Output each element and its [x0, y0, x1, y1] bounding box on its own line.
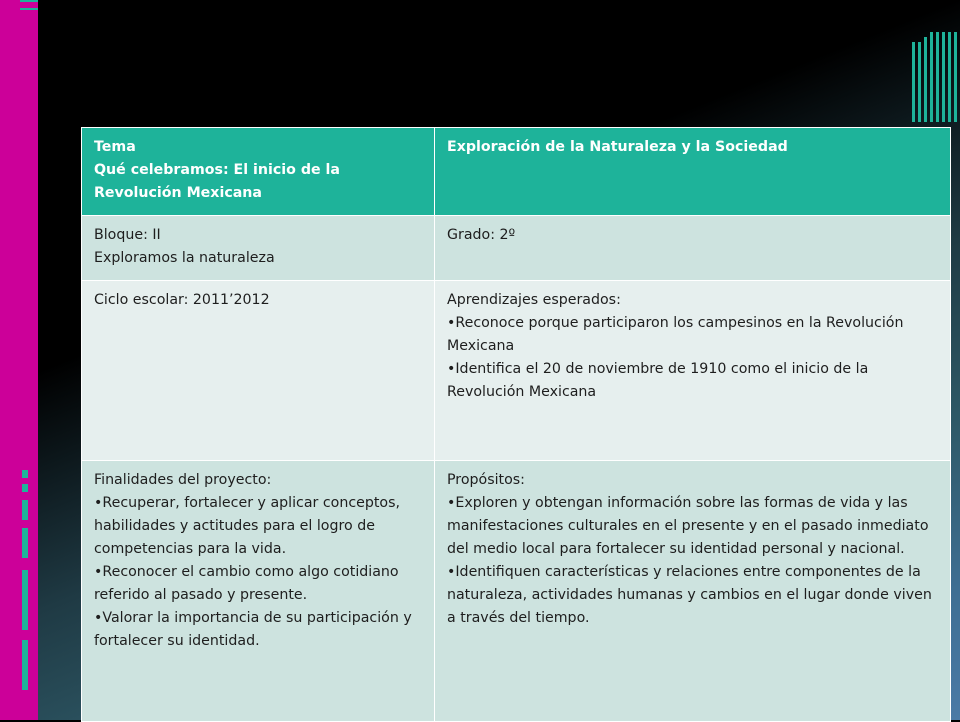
list-item: • Identifiquen características y relaciones entre componentes de la naturaleza, actividades humanas y cambios en el lugar donde viven a través del tiempo. [447, 561, 938, 630]
purposes-cell [435, 461, 951, 722]
purposes-title: Propósitos: [447, 472, 525, 488]
block-name: Exploramos la naturaleza [94, 250, 275, 266]
theme-title-line2: Revolución Mexicana [94, 185, 262, 201]
table-row [82, 216, 951, 281]
school-year-cell [82, 281, 435, 461]
project-goals-title: Finalidades del proyecto: [94, 472, 272, 488]
grade-cell [435, 216, 951, 281]
table-row [82, 281, 951, 461]
left-decoration [22, 470, 38, 700]
table-row [82, 461, 951, 722]
school-year: Ciclo escolar: 2011’2012 [94, 292, 270, 308]
top-decoration [20, 0, 80, 130]
project-goals-cell [82, 461, 435, 722]
list-item: • Reconocer el cambio como algo cotidiano referido al pasado y presente. [94, 561, 422, 607]
theme-title-line1: Qué celebramos: El inicio de la [94, 162, 340, 178]
expected-learning-cell [435, 281, 951, 461]
list-item: • Valorar la importancia de su participación y fortalecer su identidad. [94, 607, 422, 653]
list-item: • Exploren y obtengan información sobre las formas de vida y las manifestaciones culturales en el presente y en el pasado inmediato del medio local para fortalecer su identidad personal y nacional. [447, 492, 938, 561]
list-item: • Reconoce porque participaron los campesinos en la Revolución Mexicana [447, 312, 938, 358]
subject-title: Exploración de la Naturaleza y la Sociedad [447, 139, 788, 155]
table-header-row [82, 128, 951, 216]
theme-label: Tema [94, 139, 136, 155]
block-label: Bloque: II [94, 227, 161, 243]
subject-cell [435, 128, 951, 216]
list-item: • Recuperar, fortalecer y aplicar conceptos, habilidades y actitudes para el logro de competencias para la vida. [94, 492, 422, 561]
theme-cell [82, 128, 435, 216]
list-item: • Identifica el 20 de noviembre de 1910 como el inicio de la Revolución Mexicana [447, 358, 938, 404]
grade-label: Grado: 2º [447, 227, 516, 243]
lesson-plan-table [81, 127, 951, 722]
block-cell [82, 216, 435, 281]
slide-background [38, 0, 960, 720]
right-decoration [912, 32, 960, 122]
expected-learning-title: Aprendizajes esperados: [447, 292, 621, 308]
